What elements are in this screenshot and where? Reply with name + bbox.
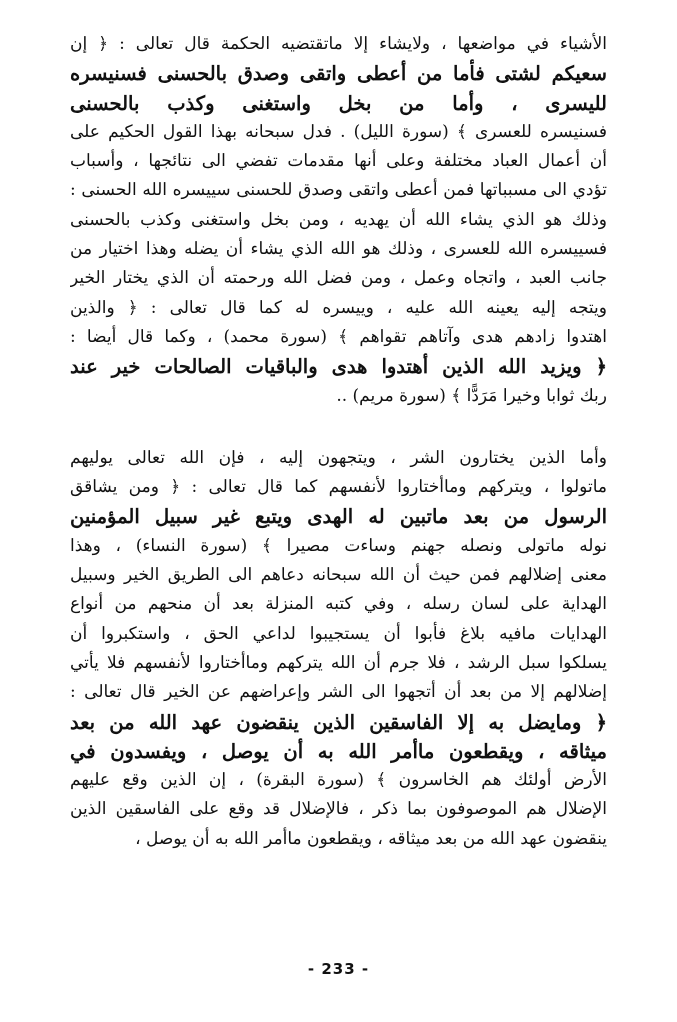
text-line: إضلالهم إلا من بعد أن أتجهوا الى الشر وإعراضهم عن الخير قال تعالى : [70, 682, 607, 703]
text-line: معنى إضلالهم فمن حيث أن الله سبحانه دعاهم الى الطريق الخير وسبيل [70, 565, 607, 586]
text-line: لليسرى ، وأما من بخل واستغنى وكذب بالحسنى [70, 91, 607, 115]
text-line: ربك ثوابا وخيرا مَرَدًّا ﴾ (سورة مريم) .. [336, 385, 607, 406]
text-line: نوله ماتولى ونصله جهنم وساءت مصيرا ﴾ (سورة النساء) ، وهذا [70, 535, 607, 556]
text-line: فسنيسره للعسرى ﴾ (سورة الليل) . فدل سبحانه بهذا القول الحكيم على [70, 121, 607, 142]
page-body [70, 30, 607, 854]
page-number: - 233 - [307, 960, 370, 978]
paragraph-2 [70, 444, 607, 854]
text-line: الهداية على لسان رسله ، وفي كتبه المنزلة بعد أن منحهم من أنواع [70, 594, 607, 615]
text-line: وذلك هو الذي يشاء الله أن يهديه ، ومن بخل واستغنى وكذب بالحسنى [70, 209, 607, 230]
text-line: اهتدوا زادهم هدى وآتاهم تقواهم ﴾ (سورة محمد) ، وكما قال أيضا : [70, 326, 607, 347]
text-line: الإضلال هم الموصوفون بما ذكر ، فالإضلال قد وقع على الفاسقين الذين [70, 799, 607, 820]
paragraph-1 [70, 30, 607, 411]
text-line: تؤدي الى مسبباتها فمن أعطى واتقى وصدق للحسنى سييسره الله الحسنى : [70, 180, 607, 201]
text-line: ويتجه إليه يعينه الله عليه ، وييسره له كما قال تعالى : ﴿ والذين [70, 297, 607, 318]
paragraph-gap [70, 411, 607, 444]
text-line: الأشياء في مواضعها ، ولايشاء إلا ماتقتضيه الحكمة قال تعالى : ﴿ إن [70, 34, 607, 54]
text-line: أن أعمال العباد مختلفة وعلى أنها مقدمات تفضي الى نتائجها ، وأسباب [70, 151, 607, 172]
text-line: جانب العبد ، واتجاه وعمل ، ومن فضل الله ورحمته أن الذي يختار الخير [70, 268, 607, 289]
text-line: الهدايات مافيه بلاغ فأبوا أن يستجيبوا لداعي الحق ، واستكبروا أن [70, 623, 607, 644]
text-line: ﴿ ويزيد الله الذين أهتدوا هدى والباقيات الصالحات خير عند [70, 355, 607, 379]
text-line: ميثاقه ، ويقطعون ماأمر الله به أن يوصل ، ويفسدون في [70, 739, 607, 763]
text-line: ينقضون عهد الله من بعد ميثاقه ، ويقطعون ماأمر الله به أن يوصل ، [135, 828, 607, 849]
text-line: ﴿ ومايضل به إلا الفاسقين الذين ينقضون عهد الله من بعد [70, 710, 607, 734]
text-line: الرسول من بعد ماتبين له الهدى ويتبع غير سبيل المؤمنين [70, 505, 607, 529]
text-line: وأما الذين يختارون الشر ، ويتجهون إليه ، فإن الله تعالى يوليهم [70, 447, 607, 468]
text-line: ماتولوا ، ويتركهم وماأختاروا لأنفسهم كما قال تعالى : ﴿ ومن يشاقق [70, 477, 607, 498]
text-line: فسييسره الله للعسرى ، وذلك هو الله الذي يشاء أن يضله وهذا اختيار من [70, 239, 607, 260]
text-line: سعيكم لشتى فأما من أعطى واتقى وصدق بالحسنى فسنيسره [70, 62, 607, 86]
text-line: يسلكوا سبل الرشد ، فلا جرم أن الله يتركهم وماأختاروا لأنفسهم فلا يأتي [70, 652, 607, 673]
text-line: الأرض أولئك هم الخاسرون ﴾ (سورة البقرة) ، إن الذين وقع عليهم [70, 770, 607, 791]
